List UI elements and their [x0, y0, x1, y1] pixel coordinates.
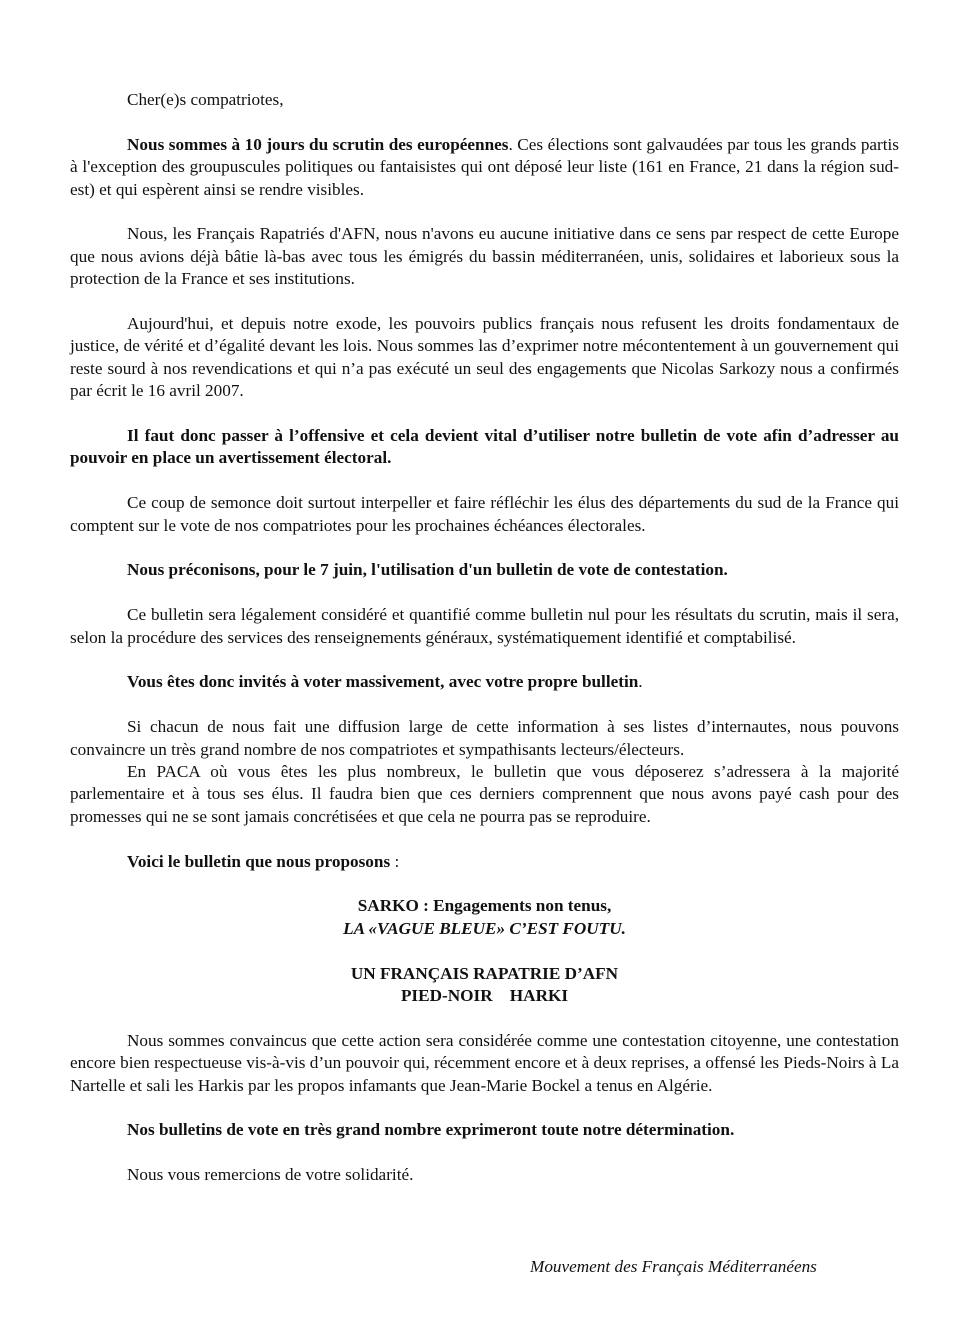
paragraph-5: Ce coup de semonce doit surtout interpeller et faire réfléchir les élus des départements du sud de la France qui comptent sur le vote de nos compatriotes pour les prochaines échéances électorales.: [70, 493, 899, 535]
paragraph-12: Nous sommes convaincus que cette action sera considérée comme une contestation citoyenne, une contestation encore bien respectueuse vis-à-vis d’un pouvoir qui, récemment encore et à deux reprises, a offensé les Pieds-Noirs à La Nartelle et sali les Harkis par les propos infamants que Jean-Marie Bockel a tenus en Algérie.: [70, 1030, 899, 1095]
paragraph-1-bold: Nous sommes à 10 jours du scrutin des européennes: [127, 134, 509, 154]
ballot-line-4: PIED-NOIR HARKI: [400, 986, 569, 1006]
paragraph-11: [70, 851, 899, 873]
paragraph-8-bold: Vous êtes donc invités à voter massivement, avec votre propre bulletin: [127, 672, 639, 692]
paragraph-1-text: . Ces élections sont galvaudées par tous les grands partis à l'exception des groupuscules politiques ou fantaisistes qui ont déposé leur liste (161 en France, 21 dans la région sud-est) et qui espèrent ainsi se rendre visibles.: [70, 134, 900, 199]
paragraph-11-bold: Voici le bulletin que nous proposons: [127, 851, 391, 871]
ballot-line-2-text: LA «VAGUE BLEUE» C’EST FOUTU.: [343, 918, 626, 938]
paragraph-14: Nous vous remercions de votre solidarité.: [127, 1165, 414, 1185]
ballot-line-1: SARKO : Engagements non tenus,: [357, 896, 612, 916]
signature: Mouvement des Français Méditerranéens: [530, 1257, 817, 1276]
salutation: Cher(e)s compatriotes,: [127, 90, 284, 109]
paragraph-2: Nous, les Français Rapatriés d'AFN, nous n'avons eu aucune initiative dans ce sens par respect de cette Europe que nous avions déjà bâtie là-bas avec tous les émigrés du bassin méditerranéen, unis, solidaires et laborieux sous la protection de la France et ses institutions.: [70, 224, 899, 289]
paragraph-7: Ce bulletin sera légalement considéré et quantifié comme bulletin nul pour les résultats du scrutin, mais il sera, selon la procédure des services des renseignements généraux, systématiquement identifié et comptabilisé.: [70, 605, 899, 647]
letter-body: [70, 89, 899, 1187]
paragraph-13: Nos bulletins de vote en très grand nombre exprimeront toute notre détermination.: [127, 1120, 735, 1140]
paragraph-11-text: :: [390, 851, 400, 871]
paragraph-8: [70, 671, 899, 693]
paragraph-10: En PACA où vous êtes les plus nombreux, le bulletin que vous déposerez s’adressera à la majorité parlementaire et à tous ses élus. Il faudra bien que ces derniers comprennent que nous avons payé cash pour des promesses qui ne se sont jamais concrétisées et que cela ne pourra pas se reproduire.: [70, 762, 899, 826]
paragraph-9: Si chacun de nous fait une diffusion large de cette information à ses listes d’internautes, nous pouvons convaincre un très grand nombre de nos compatriotes et sympathisants lecteurs/électeurs.: [70, 717, 899, 759]
paragraph-3: Aujourd'hui, et depuis notre exode, les pouvoirs publics français nous refusent les droits fondamentaux de justice, de vérité et d’égalité devant les lois. Nous sommes las d’exprimer notre mécontentement à un gouvernement qui reste sourd à nos revendications et qui n’a pas exécuté un seul des engagements que Nicolas Sarkozy nous a confirmés par écrit le 16 avril 2007.: [70, 314, 899, 401]
paragraph-8-text: .: [638, 672, 643, 692]
paragraph-6: Nous préconisons, pour le 7 juin, l'utilisation d'un bulletin de vote de contestation.: [127, 560, 728, 580]
paragraph-1: [70, 134, 899, 201]
ballot-line-2: [70, 918, 899, 940]
paragraph-4: Il faut donc passer à l’offensive et cela devient vital d’utiliser notre bulletin de vote afin d’adresser au pouvoir en place un avertissement électoral.: [70, 426, 899, 468]
ballot-line-3: UN FRANÇAIS RAPATRIE D’AFN: [350, 963, 619, 983]
